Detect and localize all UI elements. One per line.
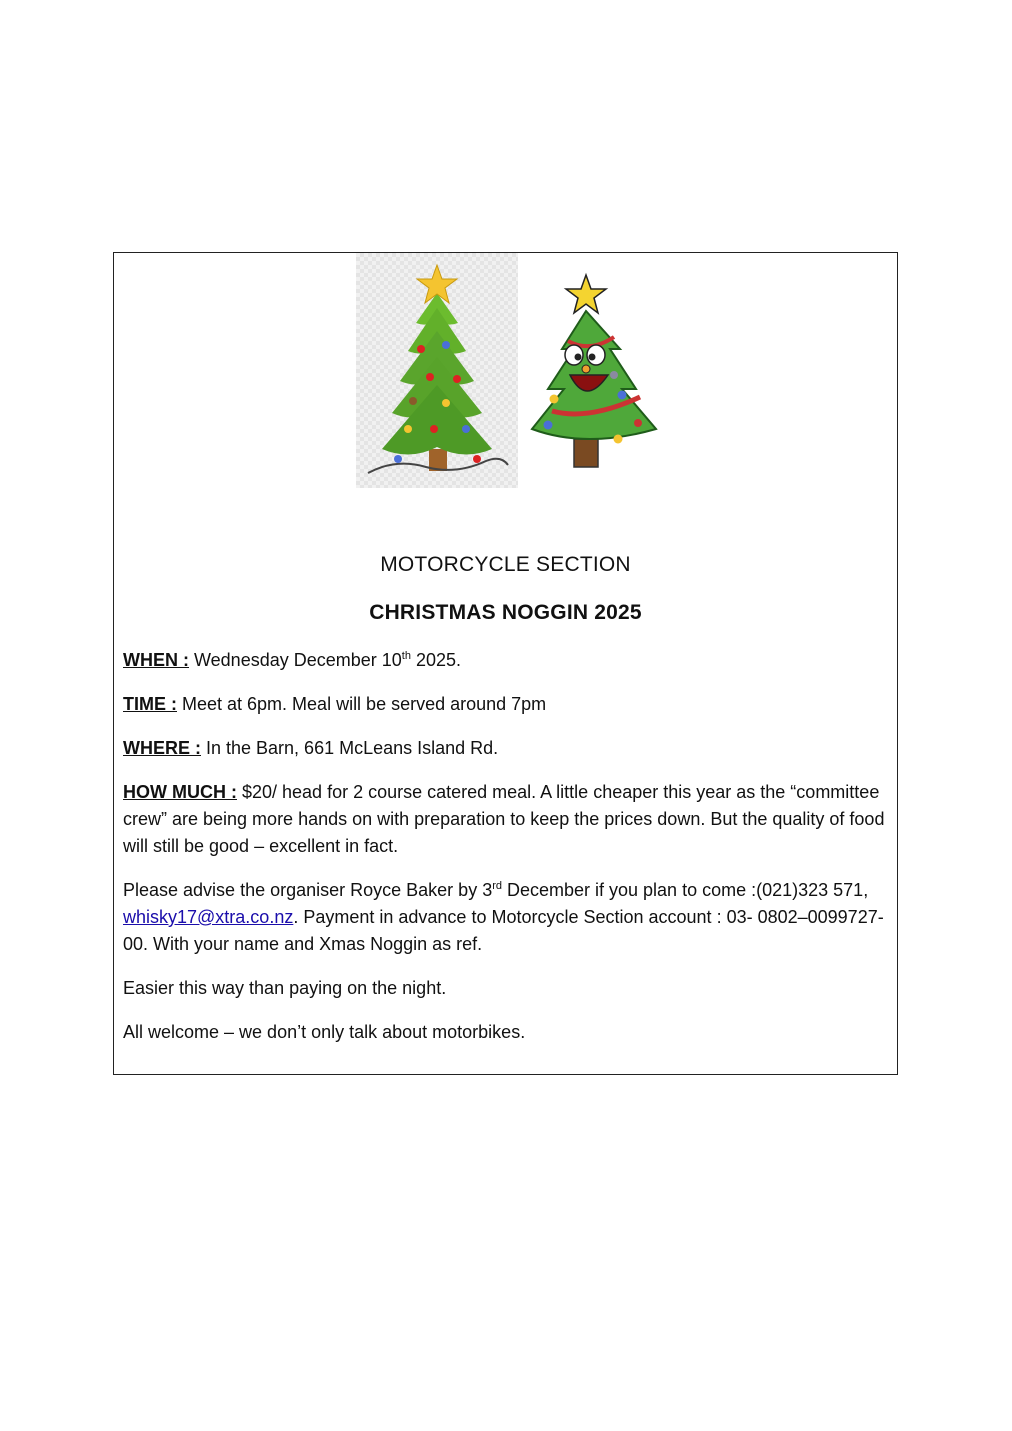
how-much-label: HOW MUCH :	[123, 782, 237, 802]
christmas-tree-icon	[356, 253, 518, 488]
when-sup: th	[401, 650, 411, 662]
event-title: CHRISTMAS NOGGIN 2025	[369, 601, 642, 624]
email-link[interactable]: whisky17@xtra.co.nz	[123, 907, 294, 927]
advise-text-mid: December if you plan to come :(021)323 571,	[501, 880, 869, 900]
how-much-text: $20/ head for 2 course catered meal. A little cheaper this year as the “committee crew” are being more hands on with preparation to keep the prices down. But the quality of food will still be good – excellent in fact.	[123, 782, 885, 856]
when-label: WHEN :	[123, 650, 189, 670]
when-text-after: 2025.	[410, 650, 462, 670]
time-text: Meet at 6pm. Meal will be served around 7pm	[177, 694, 547, 714]
time-paragraph	[123, 691, 893, 718]
where-text: In the Barn, 661 McLeans Island Rd.	[201, 738, 499, 758]
where-label: WHERE :	[123, 738, 201, 758]
when-paragraph	[123, 647, 893, 674]
when-text: Wednesday December 10	[189, 650, 402, 670]
event-section-title: MOTORCYCLE SECTION	[380, 553, 631, 576]
flyer-box	[113, 252, 898, 1075]
advise-text-after: . Payment in advance to Motorcycle Section account : 03- 0802–0099727- 00. With your name and Xmas Noggin as ref.	[123, 907, 884, 954]
advise-sup: rd	[492, 880, 502, 892]
where-paragraph	[123, 735, 893, 762]
cartoon-christmas-tree-icon	[518, 271, 660, 476]
easier-paragraph: Easier this way than paying on the night.	[123, 978, 447, 998]
welcome-paragraph: All welcome – we don’t only talk about motorbikes.	[123, 1022, 526, 1042]
advise-paragraph	[123, 877, 893, 958]
advise-text: Please advise the organiser Royce Baker by 3	[123, 880, 493, 900]
how-much-paragraph	[123, 779, 893, 860]
time-label: TIME :	[123, 694, 177, 714]
